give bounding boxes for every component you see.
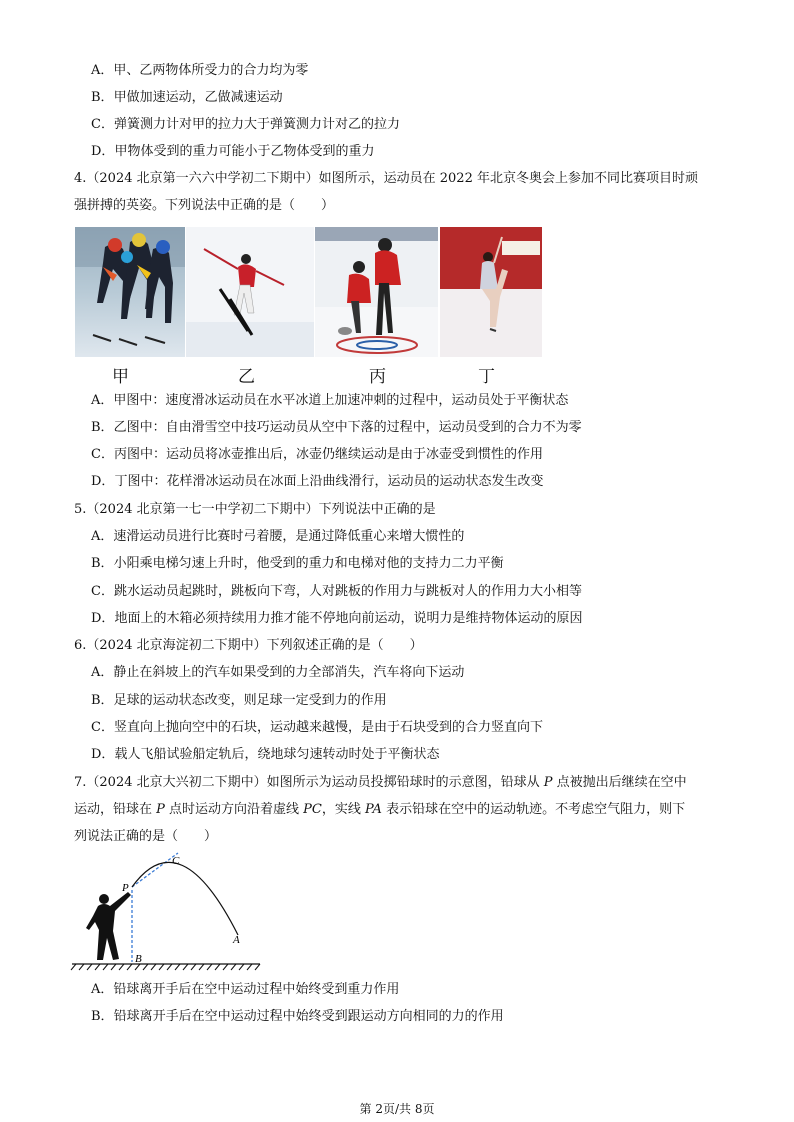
q7-option-a: A．铅球离开手后在空中运动过程中始终受到重力作用	[91, 982, 400, 997]
q7-option-b: B．铅球离开手后在空中运动过程中始终受到跟运动方向相同的力的作用	[91, 1009, 504, 1024]
q3-option-d: D．甲物体受到的重力可能小于乙物体受到的重力	[91, 144, 375, 159]
caption-yi: 乙	[238, 367, 255, 387]
q6-option-d: D．载人飞船试验船定轨后，绕地球匀速转动时处于平衡状态	[91, 747, 440, 762]
q5-option-c: C．跳水运动员起跳时，跳板向下弯，人对跳板的作用力与跳板对人的作用力大小相等	[91, 584, 582, 599]
caption-bing: 丙	[369, 367, 386, 387]
q7-stem-line3: 列说法正确的是（ ）	[74, 829, 218, 844]
label-p: P	[122, 882, 129, 894]
shot-put-diagram	[70, 850, 270, 975]
page-footer: 第 2页/共 8页	[359, 1102, 435, 1116]
q4-option-c: C．丙图中：运动员将冰壶推出后，冰壶仍继续运动是由于冰壶受到惯性的作用	[91, 447, 543, 462]
q3-option-a: A．甲、乙两物体所受力的合力均为零	[91, 63, 309, 78]
q6-option-a: A．静止在斜坡上的汽车如果受到的力全部消失，汽车将向下运动	[91, 665, 465, 680]
photo-freestyle-skiing	[186, 227, 314, 357]
photo-speed-skating	[75, 227, 185, 357]
label-c: C	[172, 855, 180, 867]
q7-stem-line1: 7.（2024 北京大兴初二下期中）如图所示为运动员投掷铅球时的示意图，铅球从 P 点被抛出后继续在空中	[74, 775, 687, 790]
caption-jia: 甲	[112, 367, 129, 387]
q6-option-b: B．足球的运动状态改变，则足球一定受到力的作用	[91, 693, 387, 708]
q4-stem-line2: 强拼搏的英姿。下列说法中正确的是（ ）	[74, 198, 335, 213]
trajectory-pa	[132, 862, 238, 935]
label-a: A	[233, 934, 240, 946]
photo-figure-skating	[440, 227, 542, 357]
athlete-silhouette	[86, 892, 131, 960]
q4-option-d: D．丁图中：花样滑冰运动员在冰面上沿曲线滑行，运动员的运动状态发生改变	[91, 474, 544, 489]
q3-option-b: B．甲做加速运动，乙做减速运动	[91, 90, 283, 105]
q6-stem: 6.（2024 北京海淀初二下期中）下列叙述正确的是（ ）	[74, 638, 423, 653]
q7-stem-line2: 运动，铅球在 P 点时运动方向沿着虚线 PC，实线 PA 表示铅球在空中的运动轨迹。不考虑空气阻力，则下	[74, 802, 686, 817]
q4-stem-line1: 4.（2024 北京第一六六中学初二下期中）如图所示，运动员在 2022 年北京冬奥会上参加不同比赛项目时顽	[74, 171, 698, 186]
q3-option-c: C．弹簧测力计对甲的拉力大于弹簧测力计对乙的拉力	[91, 117, 400, 132]
q5-option-b: B．小阳乘电梯匀速上升时，他受到的重力和电梯对他的支持力二力平衡	[91, 556, 504, 571]
q4-option-a: A．甲图中：速度滑冰运动员在水平冰道上加速冲刺的过程中，运动员处于平衡状态	[91, 393, 569, 408]
q5-stem: 5.（2024 北京第一七一中学初二下期中）下列说法中正确的是	[74, 502, 436, 517]
photo-curling	[315, 227, 438, 357]
q4-option-b: B．乙图中：自由滑雪空中技巧运动员从空中下落的过程中，运动员受到的合力不为零	[91, 420, 582, 435]
q5-option-a: A．速滑运动员进行比赛时弓着腰，是通过降低重心来增大惯性的	[91, 529, 465, 544]
q5-option-d: D．地面上的木箱必须持续用力推才能不停地向前运动，说明力是维持物体运动的原因	[91, 611, 583, 626]
caption-ding: 丁	[478, 367, 495, 387]
label-b: B	[135, 953, 142, 965]
q6-option-c: C．竖直向上抛向空中的石块，运动越来越慢，是由于石块受到的合力竖直向下	[91, 720, 543, 735]
